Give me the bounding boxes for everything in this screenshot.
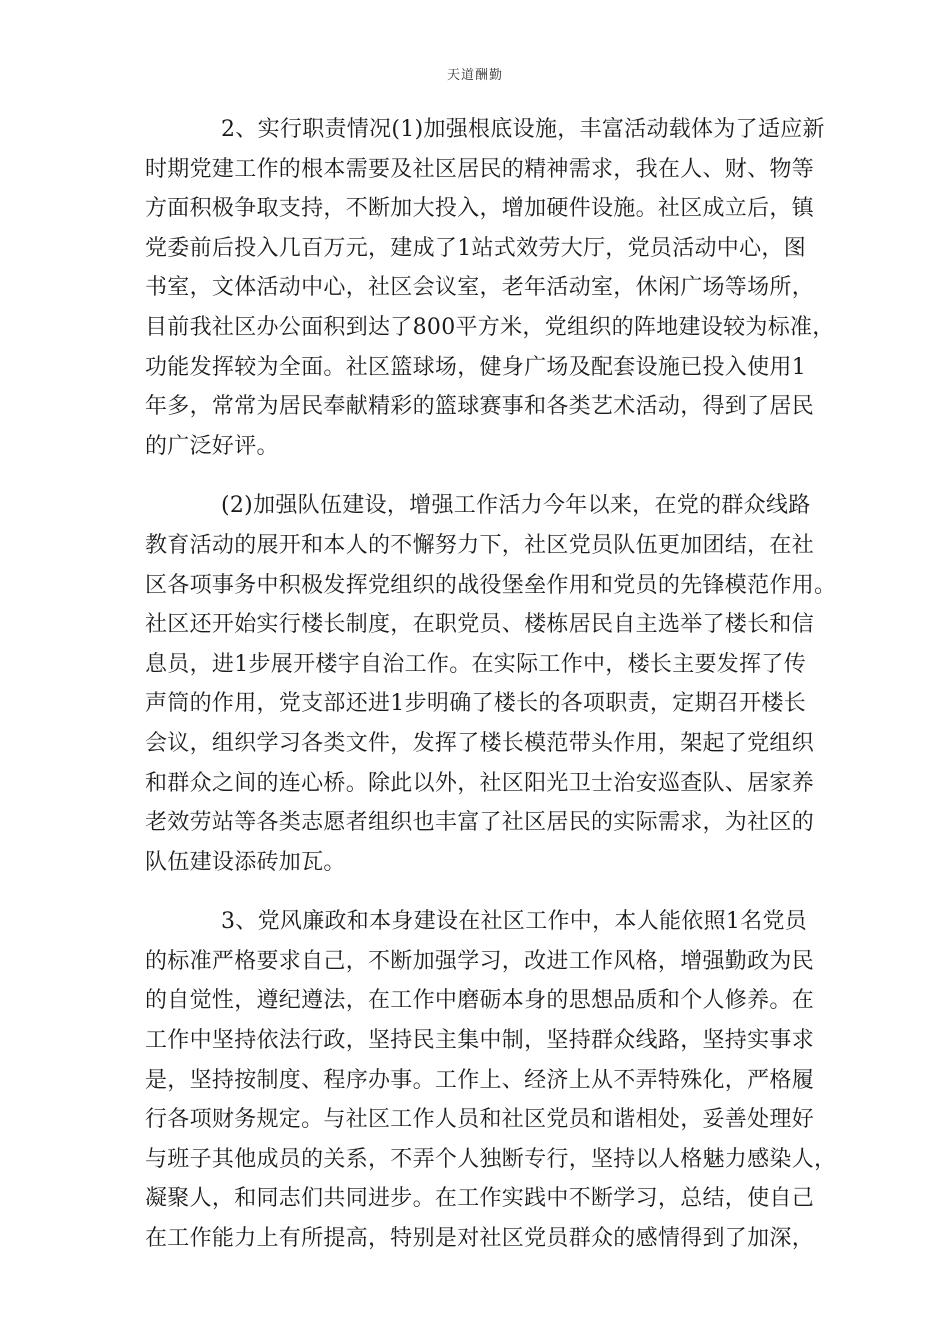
document-body: [145, 110, 837, 1259]
paragraph-line: 的标准严格要求自己，不断加强学习，改进工作风格，增强勤政为民: [145, 948, 815, 974]
paragraph-line: 的广泛好评。: [145, 433, 279, 459]
paragraph-line: 功能发挥较为全面。社区篮球场，健身广场及配套设施已投入使用1: [145, 354, 806, 380]
paragraph-line: 目前我社区办公面积到达了800平方米，党组织的阵地建设较为标准，: [145, 314, 835, 340]
paragraph-line: 时期党建工作的根本需要及社区居民的精神需求，我在人、财、物等: [145, 156, 815, 182]
paragraph-line: 方面积极争取支持，不断加大投入，增加硬件设施。社区成立后，镇: [145, 196, 815, 222]
paragraph-1: [145, 110, 835, 466]
paragraph-spacer: [145, 466, 805, 486]
paragraph-line: 社区还开始实行楼长制度，在职党员、楼栋居民自主选举了楼长和信: [145, 612, 815, 638]
paragraph-line: 声筒的作用，党支部还进1步明确了楼长的各项职责，定期召开楼长: [145, 691, 806, 717]
paragraph-line: 在工作能力上有所提高，特别是对社区党员群众的感情得到了加深，: [145, 1226, 815, 1252]
paragraph-line: (2)加强队伍建设，增强工作活力今年以来，在党的群众线路: [221, 493, 811, 519]
paragraph-line: 书室，文体活动中心，社区会议室，老年活动室，休闲广场等场所，: [145, 275, 815, 301]
paragraph-line: 是，坚持按制度、程序办事。工作上、经济上从不弄特殊化，严格履: [145, 1067, 815, 1093]
paragraph-line: 凝聚人，和同志们共同进步。在工作实践中不断学习，总结，使自己: [145, 1186, 815, 1212]
paragraph-line: 3、党风廉政和本身建设在社区工作中，本人能依照1名党员: [221, 909, 808, 935]
paragraph-line: 年多，常常为居民奉献精彩的篮球赛事和各类艺术活动，得到了居民: [145, 394, 815, 420]
paragraph-line: 会议，组织学习各类文件，发挥了楼长模范带头作用，架起了党组织: [145, 730, 815, 756]
paragraph-3: [145, 902, 837, 1258]
paragraph-spacer: [145, 882, 805, 902]
paragraph-line: 工作中坚持依法行政，坚持民主集中制，坚持群众线路，坚持实事求: [145, 1028, 815, 1054]
paragraph-line: 息员，进1步展开楼宇自治工作。在实际工作中，楼长主要发挥了传: [145, 651, 806, 677]
paragraph-line: 队伍建设添砖加瓦。: [145, 849, 346, 875]
paragraph-line: 区各项事务中积极发挥党组织的战役堡垒作用和党员的先锋模范作用。: [145, 572, 837, 598]
paragraph-line: 的自觉性，遵纪遵法，在工作中磨砺本身的思想品质和个人修养。在: [145, 988, 815, 1014]
paragraph-line: 行各项财务规定。与社区工作人员和社区党员和谐相处，妥善处理好: [145, 1107, 815, 1133]
paragraph-line: 党委前后投入几百万元，建成了1站式效劳大厅，党员活动中心，图: [145, 235, 806, 261]
page-header: 天道酬勤: [446, 68, 503, 83]
paragraph-line: 与班子其他成员的关系，不弄个人独断专行，坚持以人格魅力感染人，: [145, 1146, 837, 1172]
paragraph-2: [145, 486, 837, 882]
paragraph-line: 和群众之间的连心桥。除此以外，社区阳光卫士治安巡查队、居家养: [145, 770, 815, 796]
paragraph-line: 老效劳站等各类志愿者组织也丰富了社区居民的实际需求，为社区的: [145, 810, 815, 836]
paragraph-line: 教育活动的展开和本人的不懈努力下，社区党员队伍更加团结，在社: [145, 532, 815, 558]
paragraph-line: 2、实行职责情况(1)加强根底设施，丰富活动载体为了适应新: [221, 117, 825, 142]
